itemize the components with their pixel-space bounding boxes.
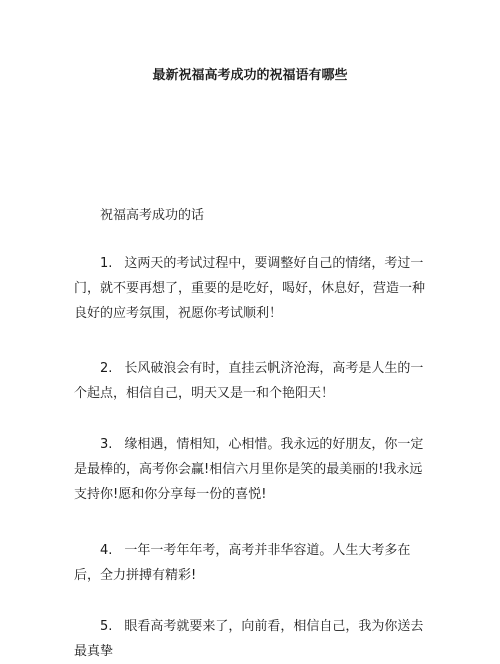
list-item — [74, 614, 430, 664]
item-text: 长风破浪会有时，直挂云帆济沧海，高考是人生的一个起点，相信自己，明天又是一和个艳阳天！ — [74, 361, 424, 401]
list-item — [74, 538, 430, 588]
item-text: 缘相遇，情相知，心相惜。我永远的好朋友，你一定是最棒的，高考你会赢!相信六月里你是笑的最美丽的!我永远支持你!愿和你分享每一份的喜悦! — [74, 437, 424, 502]
list-item — [74, 251, 430, 326]
item-number: 4. — [100, 543, 113, 558]
item-number: 3. — [100, 437, 113, 452]
item-text: 一年一考年年考，高考并非华容道。人生大考多在后，全力拼搏有精彩! — [74, 543, 411, 583]
item-text: 这两天的考试过程中，要调整好自己的情绪，考过一门，就不要再想了，重要的是吃好，喝好，休息好，营造一种良好的应考氛围，祝愿你考试顺利！ — [74, 256, 426, 321]
item-number: 1. — [100, 256, 113, 271]
section-heading: 祝福高考成功的话 — [100, 208, 205, 223]
item-number: 2. — [100, 361, 113, 376]
list-item — [74, 356, 430, 406]
list-item — [74, 432, 430, 507]
page-title: 最新祝福高考成功的祝福语有哪些 — [152, 68, 348, 83]
item-text: 眼看高考就要来了，向前看，相信自己，我为你送去最真挚 — [74, 619, 424, 659]
item-number: 5. — [100, 619, 113, 634]
